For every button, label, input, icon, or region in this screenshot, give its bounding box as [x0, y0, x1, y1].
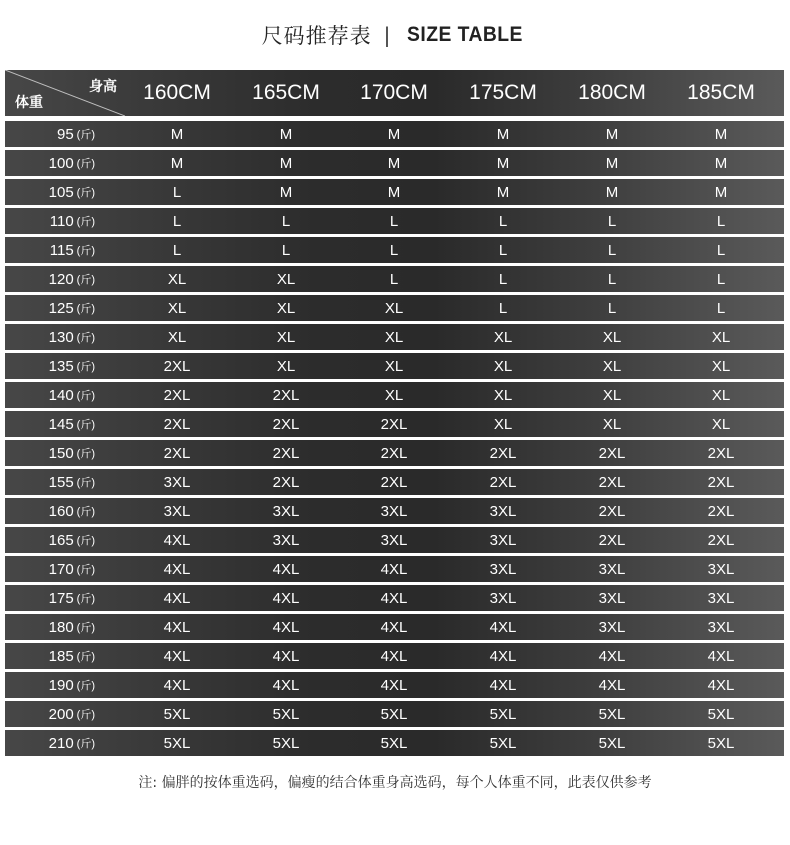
size-cell: 4XL — [707, 647, 735, 665]
table-row — [5, 208, 784, 234]
size-cell: M — [387, 183, 401, 201]
row-weight-label — [5, 730, 95, 756]
weight-value: 155 — [48, 473, 74, 491]
size-cell: 5XL — [707, 734, 735, 752]
size-cell: L — [716, 212, 726, 230]
weight-unit: (斤) — [76, 274, 95, 286]
size-cell: 4XL — [163, 647, 191, 665]
size-cell: XL — [384, 386, 404, 404]
weight-value: 190 — [48, 676, 74, 694]
size-cell: 2XL — [707, 444, 735, 462]
weight-unit: (斤) — [76, 680, 95, 692]
column-header: 185CM — [687, 81, 755, 104]
weight-unit: (斤) — [76, 622, 95, 634]
weight-value: 165 — [48, 531, 74, 549]
size-cell: 4XL — [380, 676, 408, 694]
size-cell: L — [716, 241, 726, 259]
size-cell: 5XL — [380, 734, 408, 752]
weight-value: 150 — [48, 444, 74, 462]
size-cell: M — [387, 125, 401, 143]
size-cell: 4XL — [707, 676, 735, 694]
table-row — [5, 121, 784, 147]
weight-value: 95 — [56, 125, 74, 143]
size-cell: XL — [384, 357, 404, 375]
size-cell: 5XL — [489, 734, 517, 752]
size-cell: 4XL — [272, 647, 300, 665]
size-cell: 4XL — [598, 647, 626, 665]
size-cell: M — [605, 125, 619, 143]
weight-unit: (斤) — [76, 419, 95, 431]
size-cell: 4XL — [489, 676, 517, 694]
size-cell: 2XL — [380, 473, 408, 491]
table-row — [5, 237, 784, 263]
row-weight-label — [5, 527, 95, 553]
size-cell: L — [172, 212, 182, 230]
size-cell: XL — [493, 357, 513, 375]
size-cell: 2XL — [272, 473, 300, 491]
weight-value: 210 — [48, 734, 74, 752]
size-cell: M — [714, 125, 728, 143]
size-cell: 2XL — [380, 444, 408, 462]
size-cell: 2XL — [272, 444, 300, 462]
weight-value: 110 — [49, 212, 74, 230]
row-weight-label — [5, 672, 95, 698]
title-cn: 尺码推荐表 — [261, 24, 372, 48]
size-cell: M — [170, 154, 184, 172]
weight-value: 130 — [48, 328, 74, 346]
table-row — [5, 614, 784, 640]
weight-unit: (斤) — [76, 709, 95, 721]
size-cell: M — [279, 125, 293, 143]
weight-value: 105 — [48, 183, 74, 201]
table-row — [5, 150, 784, 176]
weight-unit: (斤) — [76, 506, 95, 518]
table-row — [5, 556, 784, 582]
table-row — [5, 266, 784, 292]
size-cell: L — [498, 241, 508, 259]
size-cell: 3XL — [598, 589, 626, 607]
size-cell: XL — [276, 357, 296, 375]
size-cell: XL — [493, 415, 513, 433]
size-cell: L — [172, 183, 182, 201]
size-cell: XL — [602, 328, 622, 346]
size-cell: 2XL — [163, 357, 191, 375]
table-row — [5, 643, 784, 669]
size-cell: XL — [276, 328, 296, 346]
size-cell: XL — [384, 299, 404, 317]
size-cell: 5XL — [707, 705, 735, 723]
table-row — [5, 730, 784, 756]
header-corner — [5, 70, 125, 116]
title-separator: | — [383, 23, 391, 47]
weight-unit: (斤) — [76, 593, 95, 605]
column-header: 160CM — [143, 81, 211, 104]
weight-unit: (斤) — [76, 158, 95, 170]
size-cell: 4XL — [380, 618, 408, 636]
row-weight-label — [5, 353, 95, 379]
weight-unit: (斤) — [76, 332, 95, 344]
row-weight-label — [5, 469, 95, 495]
size-cell: 3XL — [489, 531, 517, 549]
size-cell: M — [279, 183, 293, 201]
column-header: 175CM — [469, 81, 537, 104]
size-cell: 2XL — [598, 444, 626, 462]
row-weight-label — [5, 585, 95, 611]
footnote: 注: 偏胖的按体重选码，偏瘦的结合体重身高选码，每个人体重不同，此表仅供参考 — [138, 775, 652, 791]
table-row — [5, 585, 784, 611]
size-cell: 2XL — [272, 415, 300, 433]
size-cell: 5XL — [598, 734, 626, 752]
table-row — [5, 440, 784, 466]
size-cell: 4XL — [272, 589, 300, 607]
row-weight-label — [5, 643, 95, 669]
size-cell: 5XL — [380, 705, 408, 723]
size-cell: 3XL — [272, 502, 300, 520]
size-table — [5, 70, 784, 756]
table-row — [5, 527, 784, 553]
row-weight-label — [5, 295, 95, 321]
size-cell: L — [389, 241, 399, 259]
size-cell: XL — [167, 299, 187, 317]
size-cell: XL — [384, 328, 404, 346]
size-cell: 4XL — [380, 589, 408, 607]
weight-unit: (斤) — [76, 187, 95, 199]
size-cell: L — [389, 270, 399, 288]
size-cell: 4XL — [163, 589, 191, 607]
size-cell: 2XL — [272, 386, 300, 404]
weight-unit: (斤) — [76, 390, 95, 402]
size-cell: 2XL — [598, 531, 626, 549]
table-header — [5, 70, 784, 116]
row-weight-label — [5, 701, 95, 727]
weight-value: 115 — [49, 241, 74, 259]
table-row — [5, 324, 784, 350]
size-cell: 4XL — [163, 676, 191, 694]
size-cell: M — [496, 154, 510, 172]
size-cell: XL — [493, 386, 513, 404]
size-cell: 4XL — [272, 618, 300, 636]
size-cell: 2XL — [707, 473, 735, 491]
size-cell: L — [607, 241, 617, 259]
column-header: 170CM — [360, 81, 428, 104]
size-cell: 2XL — [598, 473, 626, 491]
size-cell: 3XL — [707, 589, 735, 607]
size-cell: 4XL — [598, 676, 626, 694]
size-cell: 2XL — [489, 444, 517, 462]
size-cell: L — [281, 241, 291, 259]
size-cell: L — [716, 299, 726, 317]
weight-value: 175 — [48, 589, 74, 607]
size-cell: 3XL — [272, 531, 300, 549]
size-cell: 4XL — [163, 618, 191, 636]
size-cell: 4XL — [380, 647, 408, 665]
size-cell: XL — [167, 270, 187, 288]
size-cell: XL — [602, 415, 622, 433]
size-cell: XL — [167, 328, 187, 346]
size-cell: 4XL — [163, 531, 191, 549]
size-cell: L — [389, 212, 399, 230]
table-row — [5, 469, 784, 495]
size-cell: 3XL — [707, 560, 735, 578]
size-cell: XL — [493, 328, 513, 346]
size-cell: L — [607, 212, 617, 230]
size-cell: 2XL — [598, 502, 626, 520]
size-cell: M — [496, 125, 510, 143]
weight-unit: (斤) — [76, 129, 95, 141]
row-weight-label — [5, 237, 95, 263]
row-weight-label — [5, 411, 95, 437]
size-cell: 2XL — [707, 531, 735, 549]
size-cell: L — [498, 270, 508, 288]
weight-unit: (斤) — [76, 738, 95, 750]
size-cell: 5XL — [272, 734, 300, 752]
weight-unit: (斤) — [76, 361, 95, 373]
size-cell: 5XL — [489, 705, 517, 723]
size-cell: XL — [602, 357, 622, 375]
size-cell: 2XL — [380, 415, 408, 433]
table-row — [5, 382, 784, 408]
table-body — [5, 121, 784, 756]
size-cell: XL — [711, 328, 731, 346]
size-cell: M — [714, 183, 728, 201]
weight-value: 200 — [48, 705, 74, 723]
size-cell: 5XL — [163, 705, 191, 723]
weight-value: 145 — [48, 415, 74, 433]
weight-value: 100 — [48, 154, 74, 172]
size-cell: M — [605, 154, 619, 172]
weight-unit: (斤) — [76, 477, 95, 489]
size-cell: 3XL — [489, 589, 517, 607]
size-cell: 5XL — [163, 734, 191, 752]
size-cell: M — [496, 183, 510, 201]
weight-value: 135 — [48, 357, 74, 375]
table-row — [5, 701, 784, 727]
row-weight-label — [5, 498, 95, 524]
row-weight-label — [5, 179, 95, 205]
size-cell: L — [172, 241, 182, 259]
weight-unit: (斤) — [76, 535, 95, 547]
size-cell: M — [387, 154, 401, 172]
table-row — [5, 411, 784, 437]
size-cell: M — [714, 154, 728, 172]
size-cell: 4XL — [272, 560, 300, 578]
size-cell: L — [607, 270, 617, 288]
size-cell: 3XL — [489, 502, 517, 520]
table-row — [5, 353, 784, 379]
size-cell: XL — [711, 357, 731, 375]
size-cell: 3XL — [380, 502, 408, 520]
table-row — [5, 672, 784, 698]
size-cell: 3XL — [598, 618, 626, 636]
weight-unit: (斤) — [76, 564, 95, 576]
size-cell: 2XL — [163, 386, 191, 404]
size-cell: 4XL — [163, 560, 191, 578]
weight-value: 160 — [48, 502, 74, 520]
column-header: 180CM — [578, 81, 646, 104]
size-cell: 2XL — [707, 502, 735, 520]
row-weight-label — [5, 121, 95, 147]
size-cell: L — [498, 212, 508, 230]
row-weight-label — [5, 614, 95, 640]
table-row — [5, 295, 784, 321]
size-cell: L — [281, 212, 291, 230]
size-cell: 4XL — [272, 676, 300, 694]
size-cell: XL — [276, 270, 296, 288]
weight-unit: (斤) — [76, 651, 95, 663]
size-cell: M — [279, 154, 293, 172]
title-en: SIZE TABLE — [407, 23, 524, 46]
row-weight-label — [5, 208, 95, 234]
size-cell: 3XL — [598, 560, 626, 578]
weight-unit: (斤) — [76, 303, 95, 315]
size-cell: XL — [602, 386, 622, 404]
size-cell: 5XL — [272, 705, 300, 723]
size-cell: 4XL — [489, 618, 517, 636]
size-cell: 3XL — [707, 618, 735, 636]
size-cell: 5XL — [598, 705, 626, 723]
size-cell: M — [605, 183, 619, 201]
weight-unit: (斤) — [76, 216, 95, 228]
weight-value: 170 — [48, 560, 74, 578]
row-weight-label — [5, 440, 95, 466]
size-cell: 3XL — [489, 560, 517, 578]
weight-value: 185 — [48, 647, 74, 665]
weight-value: 140 — [48, 386, 74, 404]
weight-label: 体重 — [15, 95, 43, 111]
size-cell: M — [170, 125, 184, 143]
table-row — [5, 498, 784, 524]
row-weight-label — [5, 556, 95, 582]
size-cell: 2XL — [489, 473, 517, 491]
weight-value: 180 — [48, 618, 74, 636]
size-cell: L — [607, 299, 617, 317]
size-cell: XL — [711, 415, 731, 433]
size-cell: XL — [276, 299, 296, 317]
height-label: 身高 — [89, 79, 117, 95]
size-cell: 3XL — [163, 473, 191, 491]
size-cell: L — [498, 299, 508, 317]
size-cell: XL — [711, 386, 731, 404]
size-cell: 3XL — [380, 531, 408, 549]
size-cell: 4XL — [489, 647, 517, 665]
size-cell: 2XL — [163, 415, 191, 433]
size-cell: L — [716, 270, 726, 288]
row-weight-label — [5, 266, 95, 292]
weight-unit: (斤) — [76, 245, 95, 257]
size-cell: 2XL — [163, 444, 191, 462]
row-weight-label — [5, 150, 95, 176]
weight-value: 125 — [48, 299, 74, 317]
table-row — [5, 179, 784, 205]
row-weight-label — [5, 324, 95, 350]
page-title — [0, 0, 790, 70]
size-cell: 3XL — [163, 502, 191, 520]
column-header: 165CM — [252, 81, 320, 104]
size-cell: 4XL — [380, 560, 408, 578]
row-weight-label — [5, 382, 95, 408]
weight-value: 120 — [48, 270, 74, 288]
weight-unit: (斤) — [76, 448, 95, 460]
